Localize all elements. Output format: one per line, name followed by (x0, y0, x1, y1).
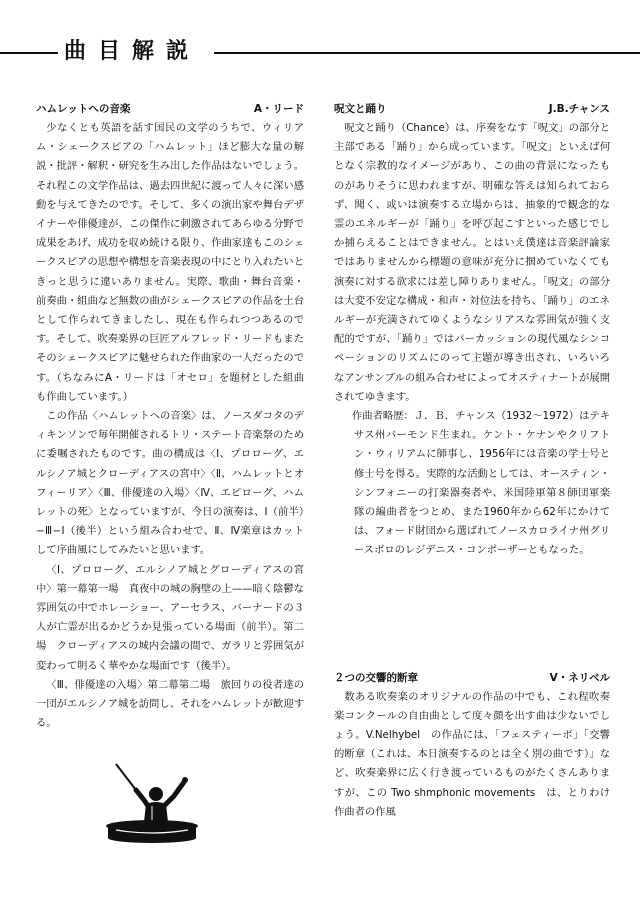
section-two-symphonic-movements (334, 669, 610, 822)
section-author: J.B.チャンス (548, 103, 610, 115)
paragraph: 〈Ⅲ、俳優達の入場〉第二幕第二場 旅回りの役者達の一団がエルシノア城を訪問し、それをハムレットが歓迎する。 (36, 678, 304, 730)
section-heading (334, 669, 610, 687)
paragraph: 呪文と踊り（Chance）は、序奏をなす「呪文」の部分と主部である「踊り」から成っています。「呪文」といえば何となく宗教的なイメージがあり、この曲の背景になったものがありそうに思われますが、明確な答えは知られておらず、聞く、或いは演奏する立場からは、抽象的で観念的な霊のエネルギーが「踊り」を呼び起こすといった感じでしか捕らえることはできません。とはいえ僕達は音楽評論家ではありませんから標題の意味が充分に掴めていなくても演奏に対する欲求には差し障りありません。「呪文」の部分は大変不安定な構成・和声・対位法を持ち、「踊り」のエネルギーが充満されてゆくようなシリアスな雰囲気が強く支配的ですが、「踊り」ではパーカッションの現代風なシンコペーションのリズムにのって主題が導き出され、いろいろなアンサンブルの組み合わせによってオスティナートが展開されてゆきます。 (334, 122, 610, 403)
section-title: ハムレットへの音楽 (36, 103, 131, 115)
header-rule-left (0, 52, 58, 54)
paragraph: 数ある吹奏楽のオリジナルの作品の中でも、これ程吹奏楽コンクールの自由曲として度々顔を出す曲は少ないでしょう。V.Nelhybel の作品には、「フェスティーボ」「交響的断章（これは、本日演奏するのとは全く別の曲です）」など、吹奏楽界に広く行き渡っているものがたくさんありますが、この Two shmphonic movements は、とりわけ作曲者の作風 (334, 690, 610, 818)
section-incantation-and-dance (334, 100, 610, 561)
section-heading (36, 100, 304, 118)
section-gap (334, 561, 610, 669)
composer-bio-text: 作曲者略歴：Ｊ．Ｂ．チャンス（1932〜1972）はテキサス州バーモンド生まれ。ケント・ケナンやクリフトン・ウィリアムに師事し、1956年には音楽の学士号と修士号を得る。実際的な活動としては、オースティン・シンフォニーの打楽器奏者や、米国陸軍第８師団軍楽隊の編曲者をつとめ、また1960年から62年にかけては、フォード財団から選ばれてノースカロライナ州グリースボロのレジデニス・コンポーザーともなった。 (351, 410, 610, 557)
left-column (36, 100, 304, 734)
page-header (0, 36, 640, 72)
paragraph: この作品〈ハムレットへの音楽〉は、ノースダコタのディキンソンで毎年開催されるトリ・ステート音楽祭のために委嘱されたものです。曲の構成は〈Ⅰ、プロローグ、エルシノア城とクローディアスの宮中〉〈Ⅱ、ハムレットとオフィーリア〉〈Ⅲ、俳優達の入場〉〈Ⅳ、エピローグ、ハムレットの死〉となっていますが、今日の演奏は、Ⅰ（前半）−Ⅲ−Ⅰ（後半）という組み合わせで、Ⅱ、Ⅳ楽章はカットして序曲風にしてみたいと思います。 (36, 410, 304, 557)
section-author: A・リード (253, 103, 304, 115)
header-rule-right (214, 52, 640, 54)
paragraph: 〈Ⅰ、プロローグ、エルシノア城とグローディアスの宮中〉第一幕第一場 真夜中の城の胸壁の上——暗く陰鬱な雰囲気の中でホレーショー、アーセラス、バーナードの３人が亡霊が出るかどうか見張っている場面（前半）。第二場 クローディアスの城内会議の間で、ガラリと雰囲気が変わって明るく華やかな場面です（後半）。 (36, 563, 304, 672)
paragraph: 少なくとも英語を話す国民の文学のうちで、ウィリアム・シェークスピアの「ハムレット」ほど膨大な量の解説・批評・解釈・研究を生み出した作品はないでしょう。それ程この文学作品は、過去四世紀に渡って人々に深い感動を与えてきたのです。そして、多くの演出家や舞台デザイナーや俳優達が、この傑作に刺激されてあらゆる分野で成果をあげ、成功を収め続ける限り、作曲家達もこのシェークスピアの思想や構想を音楽表現の中にとり入れたいときっと思うに違いありません。実際、歌曲・舞台音楽・前奏曲・組曲など無数の曲がシェークスピアの作品を土台として作られてきましたし、現在も作られつつあるのです。そして、吹奏楽界の巨匠アルフレッド・リードもまたそのシェークスピアに魅せられた作曲家の一人だったのです。（ちなみにA・リードは「オセロ」を題材とした組曲も作曲しています。） (36, 122, 304, 403)
right-column (334, 100, 610, 822)
composer-bio (351, 407, 610, 561)
section-hamlet (36, 100, 304, 734)
section-author: V・ネリベル (549, 671, 610, 684)
section-title: 呪文と踊り (334, 103, 387, 115)
conductor-icon (96, 760, 206, 846)
page-title: 曲目解説 (64, 39, 201, 64)
section-heading (334, 100, 610, 118)
section-title: ２つの交響的断章 (334, 671, 418, 684)
